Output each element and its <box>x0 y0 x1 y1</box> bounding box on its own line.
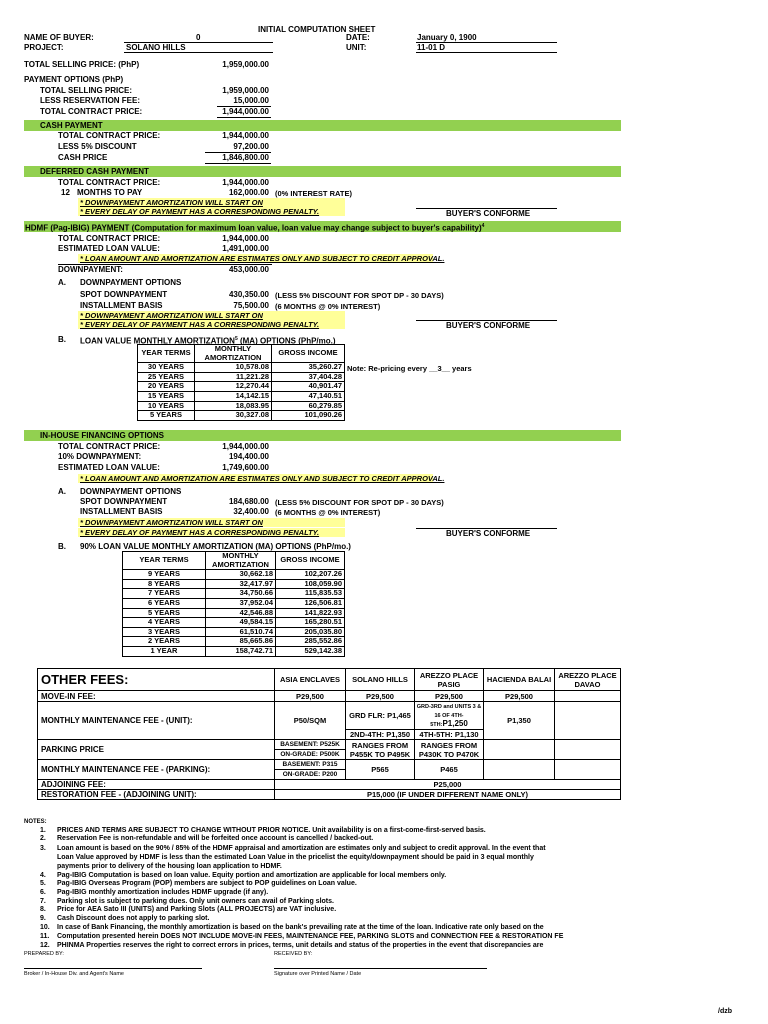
gross-income: 285,552.86 <box>276 637 345 647</box>
other-fees-header-row <box>38 669 621 691</box>
mmf-unit-row <box>38 702 621 730</box>
payment-options-title: PAYMENT OPTIONS (PhP) <box>24 75 124 84</box>
note-text: Computation presented herein DOES NOT INCLUDE MOVE-IN FEES, MAINTENANCE FEE, PARKING SLOTS and CONNECTION FEE & RESTORATION FE <box>57 933 564 940</box>
mmf-unit-pasig-big: P1,250 <box>442 719 468 728</box>
inhouse-disclaimer: * LOAN AMOUNT AND AMORTIZATION ARE ESTIMATES ONLY AND SUBJECT TO CREDIT APPROVAL. <box>80 474 445 483</box>
cash-row-label: LESS 5% DISCOUNT <box>58 142 137 151</box>
monthly-amortization: 158,742.71 <box>206 646 276 656</box>
hdmf-conforme: BUYER'S CONFORME <box>446 321 531 330</box>
note-text: Loan amount is based on the 90% / 85% of the HDMF appraisal and amortization are estimates only and subject to credit approval. In the event that <box>57 845 546 852</box>
hdmf-spot-label: SPOT DOWNPAYMENT <box>80 290 168 299</box>
column-header: MONTHLY AMORTIZATION <box>206 552 276 570</box>
parking-label: PARKING PRICE <box>38 740 275 760</box>
project-overline <box>124 42 273 43</box>
note-number: 8. <box>40 906 46 913</box>
inhouse-header: IN-HOUSE FINANCING OPTIONS <box>40 431 165 440</box>
inhouse-spot-note: (LESS 5% DISCOUNT FOR SPOT DP - 30 DAYS) <box>275 498 444 507</box>
deferred-months-label: MONTHS TO PAY <box>77 188 143 197</box>
year-term: 7 YEARS <box>123 589 206 599</box>
gross-income: 115,835.53 <box>276 589 345 599</box>
note-number: 9. <box>40 915 46 922</box>
preparer-initials: /dzb <box>718 1008 732 1015</box>
unit-label: UNIT: <box>346 43 367 52</box>
monthly-amortization: 34,750.66 <box>206 589 276 599</box>
cash-row-label: TOTAL CONTRACT PRICE: <box>58 131 161 140</box>
received-by-signature-line <box>274 968 487 969</box>
note-number: 10. <box>40 924 50 931</box>
adjoining-row <box>38 780 621 790</box>
table-row <box>123 598 345 608</box>
other-fees-title: OTHER FEES: <box>38 669 275 691</box>
note-text: Pag-IBIG Overseas Program (POP) members are subject to POP guidelines on Loan value. <box>57 880 357 887</box>
parking-asia-basement: BASEMENT: P525K <box>275 740 346 750</box>
unit-value: 11-01 D <box>417 43 446 52</box>
monthly-amortization: 14,142.15 <box>195 391 272 401</box>
monthly-amortization: 30,327.08 <box>195 411 272 421</box>
cash-row-value: 97,200.00 <box>233 142 269 151</box>
monthly-amortization: 10,578.08 <box>195 363 272 373</box>
note-text: PHINMA Properties reserves the right to correct errors in prices, terms, unit details and status of the properties in the event that discrepancies are <box>57 942 544 949</box>
move-in-value: P29,500 <box>415 691 484 702</box>
gross-income: 126,506.81 <box>276 598 345 608</box>
note-text: PRICES AND TERMS ARE SUBJECT TO CHANGE WITHOUT PRIOR NOTICE. Unit availability is on a first-come-first-served basis. <box>57 827 486 834</box>
unit-underline <box>416 52 557 53</box>
date-value: January 0, 1900 <box>417 33 477 42</box>
column-header: AREZZO PLACE DAVAO <box>555 669 621 691</box>
column-header: ASIA ENCLAVES <box>275 669 346 691</box>
restoration-row <box>38 790 621 800</box>
move-in-value <box>555 691 621 702</box>
buyer-value: 0 <box>196 33 201 42</box>
mmf-parking-asia-ongrade: ON-GRADE: P200 <box>275 770 346 780</box>
other-fees-table <box>37 668 621 800</box>
hdmf-inst-note: (6 MONTHS @ 0% INTEREST) <box>275 302 381 311</box>
year-term: 5 YEARS <box>123 608 206 618</box>
hdmf-elv-label: ESTIMATED LOAN VALUE: <box>58 244 160 253</box>
year-term: 30 YEARS <box>138 363 195 373</box>
column-header: YEAR TERMS <box>138 345 195 363</box>
adjoining-value: P25,000 <box>275 780 621 790</box>
parking-asia-ongrade: ON-GRADE: P500K <box>275 750 346 760</box>
year-term: 8 YEARS <box>123 579 206 589</box>
gross-income: 141,822.93 <box>276 608 345 618</box>
inhouse-elv-value: 1,749,600.00 <box>222 463 269 472</box>
inhouse-inst-note: (6 MONTHS @ 0% INTEREST) <box>275 508 381 517</box>
po-row-value: 1,944,000.00 <box>222 107 269 116</box>
restoration-label: RESTORATION FEE - (ADJOINING UNIT): <box>38 790 275 800</box>
signature-caption: Signature over Printed Name / Date <box>274 971 362 977</box>
deferred-tcp-value: 1,944,000.00 <box>222 178 269 187</box>
hdmf-note-start: * DOWNPAYMENT AMORTIZATION WILL START ON <box>80 311 263 320</box>
deferred-header: DEFERRED CASH PAYMENT <box>40 167 149 176</box>
parking-balai <box>484 740 555 760</box>
inhouse-tcp-value: 1,944,000.00 <box>222 442 269 451</box>
inhouse-note-penalty: * EVERY DELAY OF PAYMENT HAS A CORRESPONDING PENALTY. <box>80 528 320 537</box>
inhouse-conforme: BUYER'S CONFORME <box>446 529 531 538</box>
mmf-unit-pasig-grd <box>415 702 484 730</box>
page-title: INITIAL COMPUTATION SHEET <box>258 25 376 34</box>
mmf-parking-solano: P565 <box>346 760 415 780</box>
parking-solano: RANGES FROM P455K TO P495K <box>346 740 415 760</box>
inhouse-dp-value: 194,400.00 <box>228 452 269 461</box>
broker-caption: Broker / In-House Div. and Agent's Name <box>24 971 124 977</box>
hdmf-spot-value: 430,350.00 <box>228 290 269 299</box>
cash-section-bar <box>24 120 621 131</box>
deferred-months-note: (0% INTEREST RATE) <box>275 189 352 198</box>
hdmf-a-letter: A. <box>58 278 66 287</box>
year-term: 9 YEARS <box>123 570 206 580</box>
table-row <box>123 570 345 580</box>
column-header: HACIENDA BALAI <box>484 669 555 691</box>
deferred-months-value: 162,000.00 <box>228 188 269 197</box>
mmf-unit-solano-grd: GRD FLR: P1,465 <box>346 702 415 730</box>
hdmf-amortization-table <box>137 344 345 421</box>
mmf-unit-pasig-upper: 4TH-5TH: P1,130 <box>415 730 484 740</box>
note-text: Pag-IBIG Computation is based on loan value. Equity portion and amortization are applicable for local members only. <box>57 872 447 879</box>
note-text: Parking slot is subject to parking dues. Only unit owners can avail of Parking slots. <box>57 898 334 905</box>
parking-row <box>38 740 621 750</box>
table-row <box>123 618 345 628</box>
gross-income: 47,140.51 <box>272 391 345 401</box>
inhouse-inst-value: 32,400.00 <box>233 507 269 516</box>
gross-income: 60,279.85 <box>272 401 345 411</box>
hdmf-disclaimer: * LOAN AMOUNT AND AMORTIZATION ARE ESTIMATES ONLY AND SUBJECT TO CREDIT APPROVAL. <box>80 254 445 263</box>
note-number: 6. <box>40 889 46 896</box>
project-label: PROJECT: <box>24 43 64 52</box>
year-term: 10 YEARS <box>138 401 195 411</box>
cash-row-label: CASH PRICE <box>58 153 108 162</box>
year-term: 5 YEARS <box>138 411 195 421</box>
column-header: MONTHLY AMORTIZATION <box>195 345 272 363</box>
inhouse-tcp-label: TOTAL CONTRACT PRICE: <box>58 442 161 451</box>
mmf-parking-pasig: P465 <box>415 760 484 780</box>
hdmf-dp-label: DOWNPAYMENT: <box>58 265 123 274</box>
monthly-amortization: 12,270.44 <box>195 382 272 392</box>
note-number: 7. <box>40 898 46 905</box>
inhouse-inst-label: INSTALLMENT BASIS <box>80 507 163 516</box>
adjoining-label: ADJOINING FEE: <box>38 780 275 790</box>
note-text: payments prior to delivery of the housing loan application to HDMF. <box>57 863 282 870</box>
year-term: 6 YEARS <box>123 598 206 608</box>
move-in-value: P29,500 <box>275 691 346 702</box>
monthly-amortization: 42,546.88 <box>206 608 276 618</box>
table-row <box>138 391 345 401</box>
table-row <box>138 363 345 373</box>
note-number: 12. <box>40 942 50 949</box>
year-term: 1 YEAR <box>123 646 206 656</box>
hdmf-spot-note: (LESS 5% DISCOUNT FOR SPOT DP - 30 DAYS) <box>275 291 444 300</box>
po-total-underline <box>217 117 271 118</box>
prepared-by-signature-line <box>24 968 202 969</box>
note-number: 2. <box>40 835 46 842</box>
note-number: 1. <box>40 827 46 834</box>
hdmf-dp-value: 453,000.00 <box>228 265 269 274</box>
inhouse-a-letter: A. <box>58 487 66 496</box>
year-term: 15 YEARS <box>138 391 195 401</box>
inhouse-dp-label: 10% DOWNPAYMENT: <box>58 452 142 461</box>
inhouse-amortization-table <box>122 551 345 657</box>
po-row-value: 15,000.00 <box>233 96 269 105</box>
year-term: 4 YEARS <box>123 618 206 628</box>
move-in-row <box>38 691 621 702</box>
monthly-amortization: 32,417.97 <box>206 579 276 589</box>
hdmf-header <box>25 222 484 233</box>
hdmf-inst-value: 75,500.00 <box>233 301 269 310</box>
monthly-amortization: 18,083.95 <box>195 401 272 411</box>
notes-title: NOTES: <box>24 819 47 825</box>
deferred-tcp-label: TOTAL CONTRACT PRICE: <box>58 178 161 187</box>
hdmf-a-title: DOWNPAYMENT OPTIONS <box>80 278 182 287</box>
mmf-unit-pasig-small: GRD-3RD and UNITS 3 & 16 OF 4TH-5TH: <box>416 704 482 728</box>
hdmf-b-title-sup: 5 <box>234 336 238 342</box>
hdmf-tcp-label: TOTAL CONTRACT PRICE: <box>58 234 161 243</box>
po-row-label: TOTAL CONTRACT PRICE: <box>40 107 143 116</box>
monthly-amortization: 30,662.18 <box>206 570 276 580</box>
gross-income: 205,035.80 <box>276 627 345 637</box>
gross-income: 165,280.51 <box>276 618 345 628</box>
project-underline <box>124 52 273 53</box>
note-text: Loan Value approved by HDMF is less than the estimated Loan Value in the pricelist the equity/downpayment should be paid in 3 equal monthly <box>57 854 534 861</box>
column-header: AREZZO PLACE PASIG <box>415 669 484 691</box>
table-row <box>138 411 345 421</box>
cash-row-value: 1,944,000.00 <box>222 131 269 140</box>
hdmf-b-title-text: LOAN VALUE MONTHLY AMORTIZATION <box>80 336 235 346</box>
restoration-value: P15,000 (IF UNDER DIFFERENT NAME ONLY) <box>275 790 621 800</box>
monthly-amortization: 61,510.74 <box>206 627 276 637</box>
table-row <box>123 646 345 656</box>
po-row-value: 1,959,000.00 <box>222 86 269 95</box>
mmf-unit-davao <box>555 702 621 740</box>
hdmf-header-sup: 4 <box>481 223 485 229</box>
column-header: SOLANO HILLS <box>346 669 415 691</box>
table-row <box>123 637 345 647</box>
deferred-note-penalty: * EVERY DELAY OF PAYMENT HAS A CORRESPONDING PENALTY. <box>80 207 320 216</box>
gross-income: 102,207.26 <box>276 570 345 580</box>
hdmf-b-title-end: (MA) OPTIONS (PhP/mo.) <box>237 336 336 346</box>
inhouse-b-letter: B. <box>58 542 66 551</box>
received-by-label: RECEIVED BY: <box>274 951 313 957</box>
note-text: Pag-IBIG monthly amortization includes HDMF upgrade (if any). <box>57 889 269 896</box>
hdmf-note-penalty: * EVERY DELAY OF PAYMENT HAS A CORRESPONDING PENALTY. <box>80 320 320 329</box>
cash-price-value: 1,846,800.00 <box>222 153 269 162</box>
parking-davao <box>555 740 621 760</box>
inhouse-b-title: 90% LOAN VALUE MONTHLY AMORTIZATION (MA) OPTIONS (PhP/mo.) <box>80 542 351 551</box>
hdmf-header-text: HDMF (Pag-IBIG) PAYMENT (Computation for maximum loan value, loan value may change subject to buyer's capability) <box>25 223 482 233</box>
gross-income: 35,260.27 <box>272 363 345 373</box>
move-in-label: MOVE-IN FEE: <box>38 691 275 702</box>
inhouse-note-start: * DOWNPAYMENT AMORTIZATION WILL START ON <box>80 518 263 527</box>
tsp-value: 1,959,000.00 <box>222 60 269 69</box>
year-term: 2 YEARS <box>123 637 206 647</box>
monthly-amortization: 11,221.28 <box>195 372 272 382</box>
note-number: 3. <box>40 845 46 852</box>
gross-income: 40,901.47 <box>272 382 345 392</box>
note-number: 4. <box>40 872 46 879</box>
gross-income: 108,059.90 <box>276 579 345 589</box>
table-header-row <box>138 345 345 363</box>
hdmf-b-letter: B. <box>58 335 66 344</box>
po-row-label: LESS RESERVATION FEE: <box>40 96 141 105</box>
monthly-amortization: 49,584.15 <box>206 618 276 628</box>
mmf-parking-label: MONTHLY MAINTENANCE FEE - (PARKING): <box>38 760 275 780</box>
mmf-unit-label: MONTHLY MAINTENANCE FEE - (UNIT): <box>38 702 275 740</box>
mmf-parking-balai <box>484 760 555 780</box>
mmf-parking-asia-basement: BASEMENT: P315 <box>275 760 346 770</box>
monthly-amortization: 37,952.04 <box>206 598 276 608</box>
inhouse-spot-value: 184,680.00 <box>228 497 269 506</box>
year-term: 3 YEARS <box>123 627 206 637</box>
hdmf-elv-value: 1,491,000.00 <box>222 244 269 253</box>
column-header: GROSS INCOME <box>276 552 345 570</box>
date-label: DATE: <box>346 33 370 42</box>
gross-income: 101,090.26 <box>272 411 345 421</box>
mmf-unit-asia: P50/SQM <box>275 702 346 740</box>
gross-income: 37,404.28 <box>272 372 345 382</box>
move-in-value: P29,500 <box>346 691 415 702</box>
mmf-unit-balai: P1,350 <box>484 702 555 740</box>
year-term: 25 YEARS <box>138 372 195 382</box>
move-in-value: P29,500 <box>484 691 555 702</box>
mmf-parking-row <box>38 760 621 770</box>
repricing-note: Note: Re-pricing every __3__ years <box>347 364 472 373</box>
hdmf-tcp-value: 1,944,000.00 <box>222 234 269 243</box>
column-header: YEAR TERMS <box>123 552 206 570</box>
note-text: Cash Discount does not apply to parking slot. <box>57 915 210 922</box>
inhouse-spot-label: SPOT DOWNPAYMENT <box>80 497 168 506</box>
gross-income: 529,142.38 <box>276 646 345 656</box>
buyer-label: NAME OF BUYER: <box>24 33 94 42</box>
monthly-amortization: 85,665.86 <box>206 637 276 647</box>
mmf-parking-davao <box>555 760 621 780</box>
note-text: Reservation Fee is non-refundable and will be forfeited once account is cancelled / backed-out. <box>57 835 374 842</box>
year-term: 20 YEARS <box>138 382 195 392</box>
column-header: GROSS INCOME <box>272 345 345 363</box>
table-header-row <box>123 552 345 570</box>
inhouse-a-title: DOWNPAYMENT OPTIONS <box>80 487 182 496</box>
note-text: In case of Bank Financing, the monthly amortization is based on the bank's prevailing rate at the time of the loan. Indicative rate only based on the <box>57 924 544 931</box>
project-value: SOLANO HILLS <box>126 43 186 52</box>
deferred-months-num: 12 <box>61 188 70 197</box>
deferred-note-start: * DOWNPAYMENT AMORTIZATION WILL START ON <box>80 198 263 207</box>
note-number: 5. <box>40 880 46 887</box>
deferred-conforme: BUYER'S CONFORME <box>446 209 531 218</box>
tsp-label: TOTAL SELLING PRICE: (PhP) <box>24 60 140 69</box>
cash-header: CASH PAYMENT <box>40 121 103 130</box>
mmf-unit-solano-upper: 2ND-4TH: P1,350 <box>346 730 415 740</box>
note-text: Price for AEA Sato III (UNITS) and Parking Slots (ALL PROJECTS) are VAT inclusive. <box>57 906 337 913</box>
inhouse-elv-label: ESTIMATED LOAN VALUE: <box>58 463 160 472</box>
cash-total-underline <box>205 163 271 164</box>
po-row-label: TOTAL SELLING PRICE: <box>40 86 133 95</box>
parking-pasig: RANGES FROM P430K TO P470K <box>415 740 484 760</box>
hdmf-inst-label: INSTALLMENT BASIS <box>80 301 163 310</box>
prepared-by-label: PREPARED BY: <box>24 951 64 957</box>
note-number: 11. <box>40 933 50 940</box>
